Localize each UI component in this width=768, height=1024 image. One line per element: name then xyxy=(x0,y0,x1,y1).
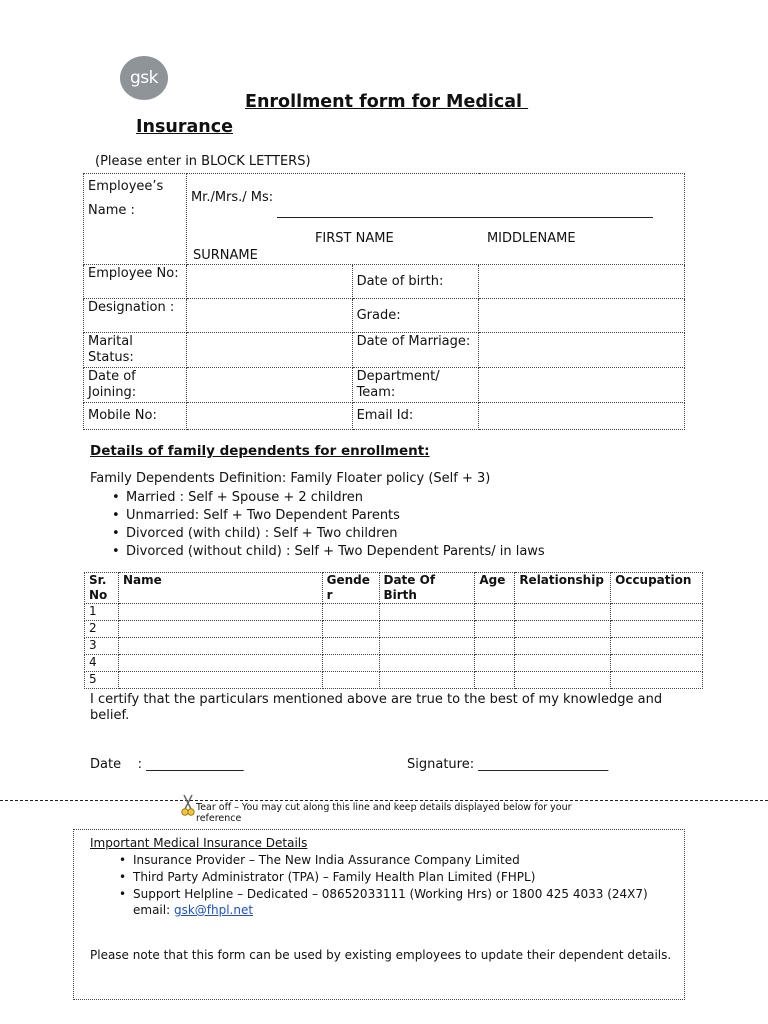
occupation-cell[interactable] xyxy=(611,621,703,638)
relationship-cell[interactable] xyxy=(515,672,611,689)
employee-no-label: Employee No: xyxy=(84,265,187,299)
gsk-logo: gsk xyxy=(120,56,168,100)
grade-input[interactable] xyxy=(479,299,685,333)
marital-status-input[interactable] xyxy=(186,333,352,368)
middle-name-label: MIDDLENAME xyxy=(486,231,576,246)
designation-label: Designation : xyxy=(84,299,187,333)
gender-cell[interactable] xyxy=(322,672,379,689)
header-name: Name xyxy=(118,573,322,604)
surname-label: SURNAME xyxy=(192,248,258,263)
relationship-cell[interactable] xyxy=(515,655,611,672)
important-details-box xyxy=(73,829,685,1000)
designation-input[interactable] xyxy=(186,299,352,333)
relationship-cell[interactable] xyxy=(515,638,611,655)
salutation-label: Mr./Mrs./ Ms: xyxy=(190,190,274,205)
tear-off-line xyxy=(0,800,768,801)
list-item: • Insurance Provider – The New India Assurance Company Limited xyxy=(115,852,675,869)
list-item: • Married : Self + Spouse + 2 children xyxy=(108,489,545,507)
signature-field[interactable]: Signature: ____________________ xyxy=(407,757,609,772)
table-row xyxy=(85,621,703,638)
tear-off-note: Tear off – You may cut along this line and keep details displayed below for your reference xyxy=(196,802,572,824)
name-cell[interactable] xyxy=(118,638,322,655)
family-table-header xyxy=(85,573,703,604)
row-number: 2 xyxy=(85,621,119,638)
age-cell[interactable] xyxy=(475,638,515,655)
employee-name-row xyxy=(84,174,685,265)
row-number: 5 xyxy=(85,672,119,689)
list-item: • Divorced (with child) : Self + Two children xyxy=(108,525,545,543)
employee-no-row xyxy=(84,265,685,299)
header-age: Age xyxy=(475,573,515,604)
department-team-label: Department/ Team: xyxy=(352,368,479,403)
dependents-heading: Details of family dependents for enrollment: xyxy=(90,443,430,459)
occupation-cell[interactable] xyxy=(611,638,703,655)
marital-status-row xyxy=(84,333,685,368)
block-letters-instruction: (Please enter in BLOCK LETTERS) xyxy=(95,154,311,169)
email-label: email: xyxy=(133,903,174,917)
important-details-heading: Important Medical Insurance Details xyxy=(90,836,308,850)
mobile-no-row xyxy=(84,403,685,430)
date-of-birth-label: Date of birth: xyxy=(352,265,479,299)
dob-cell[interactable] xyxy=(379,604,475,621)
employee-no-input[interactable] xyxy=(186,265,352,299)
employee-name-field[interactable] xyxy=(186,174,684,265)
form-title-line1: Enrollment form for Medical xyxy=(245,92,529,112)
list-item: • Support Helpline – Dedicated – 08652033111 (Working Hrs) or 1800 425 4033 (24X7) xyxy=(115,886,675,903)
mobile-no-input[interactable] xyxy=(186,403,352,430)
gender-cell[interactable] xyxy=(322,655,379,672)
age-cell[interactable] xyxy=(475,672,515,689)
table-row xyxy=(85,638,703,655)
table-row xyxy=(85,672,703,689)
date-of-joining-row xyxy=(84,368,685,403)
list-item: • Third Party Administrator (TPA) – Family Health Plan Limited (FHPL) xyxy=(115,869,675,886)
name-cell[interactable] xyxy=(118,672,322,689)
table-row xyxy=(85,655,703,672)
name-underline xyxy=(277,217,653,218)
name-cell[interactable] xyxy=(118,655,322,672)
header-gender: Gender xyxy=(322,573,379,604)
age-cell[interactable] xyxy=(475,621,515,638)
employee-details-table xyxy=(83,173,685,430)
support-email-link[interactable]: gsk@fhpl.net xyxy=(173,903,254,917)
update-note: Please note that this form can be used by existing employees to update their dependent details. xyxy=(90,948,672,962)
relationship-cell[interactable] xyxy=(515,604,611,621)
occupation-cell[interactable] xyxy=(611,672,703,689)
table-row xyxy=(85,604,703,621)
marital-status-label: Marital Status: xyxy=(84,333,187,368)
email-id-input[interactable] xyxy=(479,403,685,430)
header-relationship: Relationship xyxy=(515,573,611,604)
header-occupation: Occupation xyxy=(611,573,703,604)
mobile-no-label: Mobile No: xyxy=(84,403,187,430)
important-details-list xyxy=(115,852,675,903)
email-id-label: Email Id: xyxy=(352,403,479,430)
dob-cell[interactable] xyxy=(379,638,475,655)
gender-cell[interactable] xyxy=(322,604,379,621)
occupation-cell[interactable] xyxy=(611,655,703,672)
header-sr-no: Sr. No xyxy=(85,573,119,604)
header-date-of-birth: Date Of Birth xyxy=(379,573,475,604)
dob-cell[interactable] xyxy=(379,672,475,689)
email-line xyxy=(133,903,253,917)
family-dependents-table xyxy=(84,572,703,689)
relationship-cell[interactable] xyxy=(515,621,611,638)
grade-label: Grade: xyxy=(352,299,479,333)
gender-cell[interactable] xyxy=(322,621,379,638)
form-title-line2: Insurance xyxy=(136,117,233,137)
list-item: • Unmarried: Self + Two Dependent Parents xyxy=(108,507,545,525)
employee-name-label: Employee’s Name : xyxy=(84,174,187,265)
certification-text: I certify that the particulars mentioned above are true to the best of my knowledge and belief. xyxy=(90,692,663,723)
date-of-joining-input[interactable] xyxy=(186,368,352,403)
department-team-input[interactable] xyxy=(479,368,685,403)
designation-row xyxy=(84,299,685,333)
date-of-birth-input[interactable] xyxy=(479,265,685,299)
date-field[interactable]: Date : _______________ xyxy=(90,757,244,772)
row-number: 3 xyxy=(85,638,119,655)
dob-cell[interactable] xyxy=(379,621,475,638)
date-of-joining-label: Date of Joining: xyxy=(84,368,187,403)
dependents-rules-list xyxy=(108,489,545,561)
name-cell[interactable] xyxy=(118,604,322,621)
name-cell[interactable] xyxy=(118,621,322,638)
list-item: • Divorced (without child) : Self + Two Dependent Parents/ in laws xyxy=(108,543,545,561)
occupation-cell[interactable] xyxy=(611,604,703,621)
first-name-label: FIRST NAME xyxy=(314,231,394,246)
row-number: 1 xyxy=(85,604,119,621)
date-of-marriage-label: Date of Marriage: xyxy=(352,333,479,368)
dob-cell[interactable] xyxy=(379,655,475,672)
date-of-marriage-input[interactable] xyxy=(479,333,685,368)
age-cell[interactable] xyxy=(475,655,515,672)
gender-cell[interactable] xyxy=(322,638,379,655)
dependents-definition: Family Dependents Definition: Family Floater policy (Self + 3) xyxy=(90,471,491,486)
scissors-icon xyxy=(180,793,196,817)
age-cell[interactable] xyxy=(475,604,515,621)
row-number: 4 xyxy=(85,655,119,672)
